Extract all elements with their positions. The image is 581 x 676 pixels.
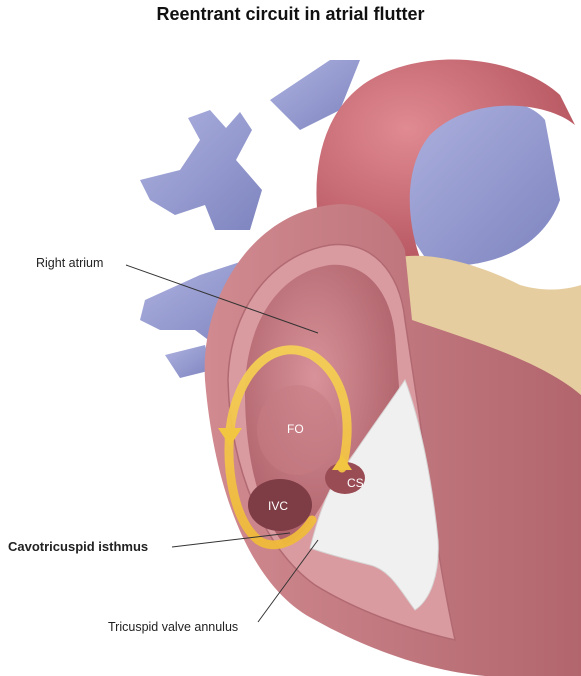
label-cs: CS — [347, 476, 364, 490]
label-ivc: IVC — [268, 499, 289, 513]
label-tricuspid-valve-annulus: Tricuspid valve annulus — [108, 620, 239, 634]
label-cavotricuspid-isthmus: Cavotricuspid isthmus — [8, 539, 149, 554]
diagram-title: Reentrant circuit in atrial flutter — [156, 4, 425, 24]
label-fo: FO — [287, 422, 304, 436]
label-right-atrium: Right atrium — [36, 256, 104, 270]
